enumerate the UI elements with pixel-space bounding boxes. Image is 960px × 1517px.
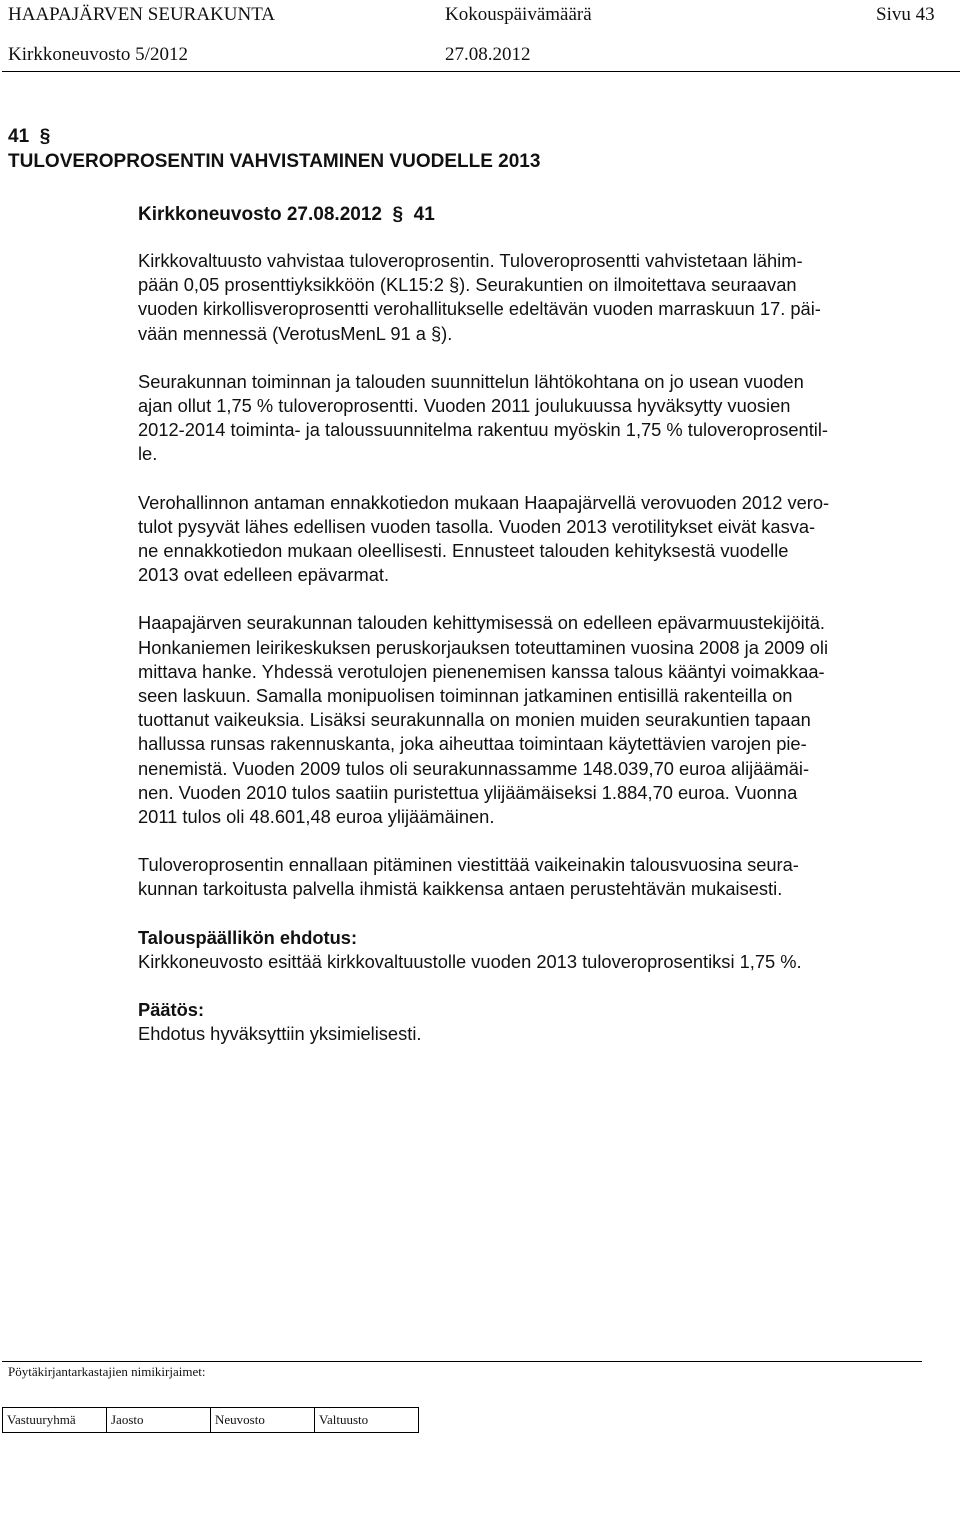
column-jaosto: Jaosto [107,1408,211,1433]
page-indicator [876,4,935,26]
paragraph: Seurakunnan toiminnan ja talouden suunnittelun lähtökohtana on jo usean vuoden ajan ollut 1,75 % tuloveroprosentti. Vuoden 2011 joulukuussa hyväksytty vuosien 2012-2014 toiminta- ja taloussuunnitelma rakentuu myöskin 1,75 % tuloveroprosentil- le. [138,370,828,465]
paragraph: Tuloveroprosentin ennallaan pitäminen viestittää vaikeinakin talousvuosina seura- kunnan tarkoitusta palvella ihmistä kaikkensa antaen perustehtävän mukaisesti. [138,854,799,900]
signatures-label: Pöytäkirjantarkastajien nimikirjaimet: [8,1364,206,1379]
page-label: Sivu [876,4,911,25]
decision-label: Päätös: [138,999,205,1021]
proposal-label: Talouspäällikön ehdotus: [138,926,358,948]
distribution-table [2,1407,419,1433]
body-text [138,249,829,1070]
meeting-body: Kirkkoneuvosto 5/2012 [8,44,188,65]
decision [138,998,829,1046]
section-sign-icon: § [387,204,409,225]
column-valtuusto: Valtuusto [315,1408,419,1433]
header-divider [2,71,960,72]
proposal-text: Kirkkoneuvosto esittää kirkkovaltuustolle vuoden 2013 tuloveroprosentiksi 1,75 %. [138,950,802,972]
page-number: 43 [915,4,935,25]
section-number: 41 § [8,126,51,147]
section-reference: Kirkkoneuvosto 27.08.2012 § 41 [138,204,435,225]
section-title: TULOVEROPROSENTIN VAHVISTAMINEN VUODELLE 2013 [8,151,541,172]
paragraph: Verohallinnon antaman ennakkotiedon mukaan Haapajärvellä verovuoden 2012 vero- tulot pysyvät lähes edellisen vuoden tasolla. Vuoden 2013 verotilitykset eivät kasva- ne ennakkotiedon mukaan oleellisesti. Ennusteet talouden kehityksestä vuodelle 2013 ovat edelleen epävarmat. [138,491,830,586]
column-vastuuryhma: Vastuuryhmä [3,1408,107,1433]
footer-divider [2,1361,922,1362]
column-neuvosto: Neuvosto [211,1408,315,1433]
paragraph: Kirkkovaltuusto vahvistaa tuloveroprosentin. Tuloveroprosentti vahvistetaan lähim- pään 0,05 prosenttiyksikköön (KL15:2 §). Seurakuntien on ilmoitettava seuraavan vuoden kirkollisveroprosentti verohallitukselle edeltävän vuoden marraskuun 17. päi- vään mennessä (VerotusMenL 91 a §). [138,250,821,344]
meeting-date-label: Kokouspäivämäärä [445,4,592,25]
section-sign-icon: § [34,126,51,147]
organization-name: HAAPAJÄRVEN SEURAKUNTA [8,4,276,25]
meeting-date: 27.08.2012 [445,44,531,65]
paragraph: Haapajärven seurakunnan talouden kehittymisessä on edelleen epävarmuustekijöitä. Honkaniemen leirikeskuksen peruskorjauksen toteuttaminen vuosina 2008 ja 2009 oli mittava hanke. Yhdessä verotulojen pienenemisen kanssa talous kääntyi voimakkaa- seen laskuun. Samalla monipuolisen toiminnan jatkaminen entisillä rakenteilla on tuottanut vaikeuksia. Lisäksi seurakunnalla on monien muiden seurakuntien tapaan hallussa runsas rakennuskanta, joka aiheuttaa toimintaan käytettävien varojen pie- nenemistä. Vuoden 2009 tulos oli seurakunnassamme 148.039,70 euroa alijäämäi- nen. Vuoden 2010 tulos saatiin puristettua ylijäämäiseksi 1.884,70 euroa. Vuonna 2011 tulos oli 48.601,48 euroa ylijäämäinen. [138,612,829,828]
decision-text: Ehdotus hyväksyttiin yksimielisesti. [138,1023,422,1045]
proposal [138,926,829,974]
